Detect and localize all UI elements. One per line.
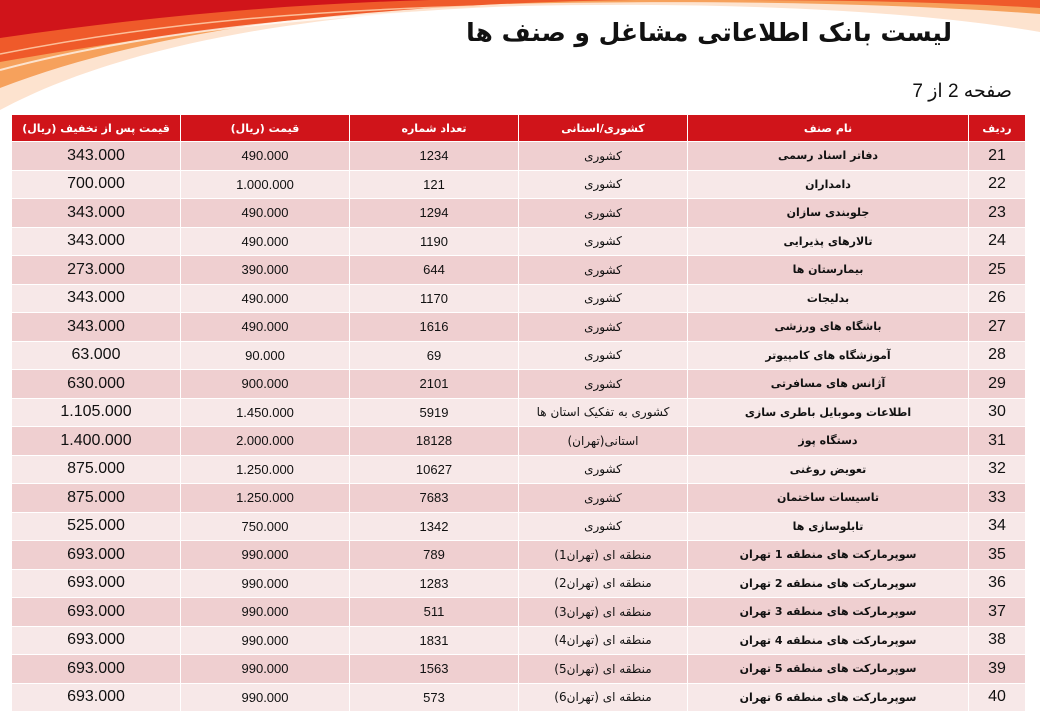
cell-index: 23 [969,199,1026,228]
cell-price: 490.000 [181,142,350,171]
cell-guild-name: سوپرمارکت های منطقه 3 تهران [688,598,969,627]
cell-count: 1616 [350,313,519,342]
cell-scope: کشوری به تفکیک استان ها [519,398,688,427]
table-row [12,569,1026,598]
cell-price: 990.000 [181,655,350,684]
cell-guild-name: بیمارستان ها [688,256,969,285]
cell-discount-price: 693.000 [12,655,181,684]
cell-guild-name: سوپرمارکت های منطقه 2 تهران [688,569,969,598]
cell-discount-price: 343.000 [12,142,181,171]
cell-scope: کشوری [519,512,688,541]
header-price: قیمت (ریال) [181,115,350,142]
cell-guild-name: تالارهای پذیرایی [688,227,969,256]
table-row [12,313,1026,342]
cell-count: 5919 [350,398,519,427]
cell-index: 31 [969,427,1026,456]
cell-scope: کشوری [519,370,688,399]
cell-price: 990.000 [181,541,350,570]
table-row [12,341,1026,370]
cell-price: 990.000 [181,569,350,598]
table-row [12,455,1026,484]
header-discount-price: قیمت پس از تخفیف (ریال) [12,115,181,142]
page-title: لیست بانک اطلاعاتی مشاغل و صنف ها [466,18,952,47]
cell-index: 28 [969,341,1026,370]
cell-scope: کشوری [519,455,688,484]
cell-discount-price: 1.400.000 [12,427,181,456]
cell-price: 900.000 [181,370,350,399]
cell-index: 35 [969,541,1026,570]
cell-count: 69 [350,341,519,370]
table-row [12,199,1026,228]
cell-index: 29 [969,370,1026,399]
cell-price: 990.000 [181,683,350,712]
cell-price: 490.000 [181,227,350,256]
cell-scope: کشوری [519,142,688,171]
cell-count: 10627 [350,455,519,484]
table-row [12,170,1026,199]
cell-guild-name: تاسیسات ساختمان [688,484,969,513]
cell-price: 1.250.000 [181,484,350,513]
table-row [12,284,1026,313]
price-list-table [11,114,1026,712]
cell-guild-name: آموزشگاه های کامپیوتر [688,341,969,370]
cell-guild-name: بدلیجات [688,284,969,313]
cell-guild-name: دامداران [688,170,969,199]
cell-discount-price: 525.000 [12,512,181,541]
table-row [12,370,1026,399]
cell-index: 27 [969,313,1026,342]
cell-count: 1342 [350,512,519,541]
cell-discount-price: 700.000 [12,170,181,199]
cell-count: 511 [350,598,519,627]
cell-count: 18128 [350,427,519,456]
cell-count: 1563 [350,655,519,684]
cell-guild-name: اطلاعات وموبایل باطری سازی [688,398,969,427]
cell-discount-price: 693.000 [12,569,181,598]
cell-index: 39 [969,655,1026,684]
page-indicator: صفحه 2 از 7 [912,81,1012,102]
cell-count: 1190 [350,227,519,256]
cell-scope: کشوری [519,227,688,256]
table-row [12,541,1026,570]
cell-guild-name: تابلوسازی ها [688,512,969,541]
cell-guild-name: سوپرمارکت های منطقه 4 تهران [688,626,969,655]
cell-index: 22 [969,170,1026,199]
cell-scope: کشوری [519,341,688,370]
cell-price: 1.250.000 [181,455,350,484]
cell-index: 26 [969,284,1026,313]
cell-guild-name: دفاتر اسناد رسمی [688,142,969,171]
cell-count: 573 [350,683,519,712]
cell-discount-price: 693.000 [12,541,181,570]
cell-scope: کشوری [519,170,688,199]
cell-guild-name: سوپرمارکت های منطقه 5 تهران [688,655,969,684]
cell-discount-price: 343.000 [12,313,181,342]
cell-price: 90.000 [181,341,350,370]
header-guild-name: نام صنف [688,115,969,142]
cell-price: 490.000 [181,199,350,228]
cell-guild-name: سوپرمارکت های منطقه 6 تهران [688,683,969,712]
table-row [12,142,1026,171]
cell-guild-name: تعویض روغنی [688,455,969,484]
cell-price: 1.000.000 [181,170,350,199]
cell-discount-price: 875.000 [12,455,181,484]
cell-count: 2101 [350,370,519,399]
cell-guild-name: آژانس های مسافرتی [688,370,969,399]
cell-count: 1294 [350,199,519,228]
cell-scope: منطقه ای (تهران1) [519,541,688,570]
cell-price: 2.000.000 [181,427,350,456]
cell-discount-price: 693.000 [12,626,181,655]
cell-index: 34 [969,512,1026,541]
cell-price: 990.000 [181,598,350,627]
cell-scope: کشوری [519,256,688,285]
cell-scope: منطقه ای (تهران3) [519,598,688,627]
cell-scope: منطقه ای (تهران5) [519,655,688,684]
cell-count: 644 [350,256,519,285]
cell-count: 1170 [350,284,519,313]
cell-discount-price: 693.000 [12,683,181,712]
cell-count: 1234 [350,142,519,171]
cell-discount-price: 630.000 [12,370,181,399]
cell-guild-name: سوپرمارکت های منطقه 1 تهران [688,541,969,570]
cell-index: 33 [969,484,1026,513]
cell-discount-price: 63.000 [12,341,181,370]
header-count: تعداد شماره [350,115,519,142]
cell-count: 7683 [350,484,519,513]
cell-scope: کشوری [519,284,688,313]
cell-price: 490.000 [181,313,350,342]
cell-discount-price: 875.000 [12,484,181,513]
table-row [12,256,1026,285]
cell-discount-price: 1.105.000 [12,398,181,427]
cell-discount-price: 343.000 [12,227,181,256]
cell-scope: استانی(تهران) [519,427,688,456]
cell-price: 1.450.000 [181,398,350,427]
cell-discount-price: 343.000 [12,284,181,313]
cell-discount-price: 273.000 [12,256,181,285]
header-scope: کشوری/استانی [519,115,688,142]
cell-guild-name: جلوبندی سازان [688,199,969,228]
table-header-row [12,115,1026,142]
cell-scope: کشوری [519,484,688,513]
header-index: ردیف [969,115,1026,142]
cell-index: 24 [969,227,1026,256]
cell-count: 1283 [350,569,519,598]
cell-count: 121 [350,170,519,199]
cell-index: 36 [969,569,1026,598]
cell-index: 21 [969,142,1026,171]
cell-discount-price: 343.000 [12,199,181,228]
cell-index: 40 [969,683,1026,712]
table-row [12,655,1026,684]
table-row [12,227,1026,256]
table-row [12,626,1026,655]
cell-count: 1831 [350,626,519,655]
table-row [12,683,1026,712]
cell-scope: منطقه ای (تهران6) [519,683,688,712]
cell-guild-name: دستگاه پوز [688,427,969,456]
cell-index: 25 [969,256,1026,285]
cell-price: 390.000 [181,256,350,285]
cell-index: 30 [969,398,1026,427]
cell-index: 38 [969,626,1026,655]
cell-scope: کشوری [519,199,688,228]
cell-scope: کشوری [519,313,688,342]
table-row [12,484,1026,513]
table-row [12,512,1026,541]
table-row [12,427,1026,456]
cell-index: 37 [969,598,1026,627]
cell-scope: منطقه ای (تهران4) [519,626,688,655]
cell-index: 32 [969,455,1026,484]
cell-price: 490.000 [181,284,350,313]
cell-count: 789 [350,541,519,570]
cell-price: 990.000 [181,626,350,655]
table-row [12,398,1026,427]
cell-price: 750.000 [181,512,350,541]
cell-guild-name: باشگاه های ورزشی [688,313,969,342]
cell-scope: منطقه ای (تهران2) [519,569,688,598]
table-row [12,598,1026,627]
cell-discount-price: 693.000 [12,598,181,627]
